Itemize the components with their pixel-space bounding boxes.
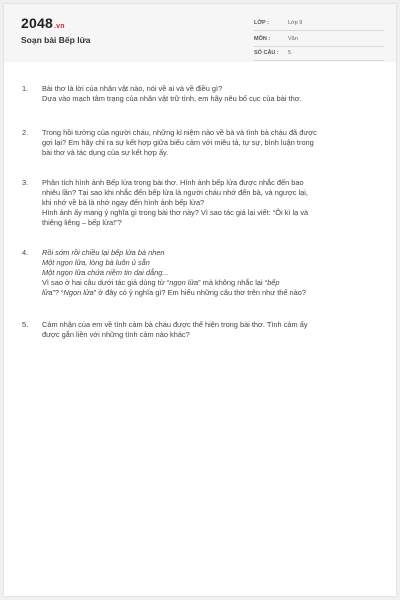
question-text: Vì sao ở hai câu dưới tác giả dùng từ “ [42, 278, 170, 287]
quoted-word: bếp [267, 278, 280, 287]
question-number: 3. [22, 178, 29, 187]
meta-row-grade [254, 17, 384, 31]
question-item [22, 320, 378, 340]
question-line: Phân tích hình ảnh Bếp lửa trong bài thơ. Hình ảnh bếp lửa được nhắc đến bao [42, 178, 304, 187]
question-line: Trong hồi tưởng của người cháu, những kỉ niệm nào về bà và tình bà cháu đã được [42, 128, 317, 137]
quoted-word: lửa [42, 288, 53, 297]
meta-row-question-count [254, 47, 384, 61]
meta-row-subject [254, 33, 384, 47]
poem-line: Một ngọn lửa, lòng bà luôn ủ sẵn [42, 258, 150, 267]
question-line: nhiêu lần? Tại sao khi nhắc đến bếp lửa là người cháu nhớ đến bà, và ngược lại, [42, 188, 308, 197]
poem-line: Một ngọn lửa chứa niềm tin dai dẳng... [42, 268, 169, 277]
question-list [22, 84, 378, 340]
question-line: gợi lại? Em hãy chỉ ra sự kết hợp giữa biểu cảm với miêu tả, tự sự, bình luận trong [42, 138, 314, 147]
question-line: Dựa vào mạch tâm trạng của nhân vật trữ tình, em hãy nêu bố cục của bài thơ. [42, 94, 302, 103]
question-text: ” mà không nhắc lại “ [198, 278, 268, 287]
meta-label: SỐ CÂU : [254, 50, 279, 56]
question-number: 5. [22, 320, 29, 329]
question-line: Bài thơ là lời của nhân vật nào, nói về ai và về điều gì? [42, 84, 223, 93]
question-line: khi nhớ về bà là nhớ ngay đến hình ảnh bếp lửa? [42, 198, 205, 207]
question-line [42, 288, 378, 298]
question-number: 1. [22, 84, 29, 93]
logo-text: 2048 [21, 15, 53, 31]
worksheet-page [4, 4, 396, 596]
meta-label: LỚP : [254, 20, 269, 26]
question-line: thiêng liêng – bếp lửa!”? [42, 218, 122, 227]
meta-value: Lớp 9 [288, 20, 303, 26]
question-text: ”? “ [52, 288, 64, 297]
meta-label: MÔN : [254, 36, 271, 42]
document-title: Soạn bài Bếp lửa [21, 35, 91, 45]
question-line: được gắn liền với những tình cảm nào khác? [42, 330, 190, 339]
quoted-word: Ngọn lửa [63, 288, 94, 297]
question-item [22, 178, 378, 228]
question-line: bài thơ và tác dụng của sự kết hợp ấy. [42, 148, 169, 157]
question-item [22, 248, 378, 298]
site-logo[interactable] [21, 15, 65, 31]
question-line: Cảm nhận của em về tình cảm bà cháu được thể hiện trong bài thơ. Tình cảm ấy [42, 320, 308, 329]
question-line [42, 278, 378, 288]
quoted-word: ngọn lửa [169, 278, 199, 287]
question-number: 4. [22, 248, 29, 257]
question-text: ” ở đây có ý nghĩa gì? Em hiểu những câu thơ trên như thế nào? [93, 288, 306, 297]
question-item [22, 128, 378, 158]
poem-line: Rồi sớm rồi chiều lại bếp lửa bà nhen [42, 248, 165, 257]
question-number: 2. [22, 128, 29, 137]
logo-suffix: .vn [53, 23, 65, 30]
meta-value: 5 [288, 50, 292, 56]
question-item [22, 84, 378, 104]
worksheet-header [4, 4, 396, 62]
meta-value: Văn [288, 36, 298, 42]
question-line: Hình ảnh ấy mang ý nghĩa gì trong bài thơ này? Vì sao tác giả lại viết: “Ôi kì lạ và [42, 208, 309, 217]
